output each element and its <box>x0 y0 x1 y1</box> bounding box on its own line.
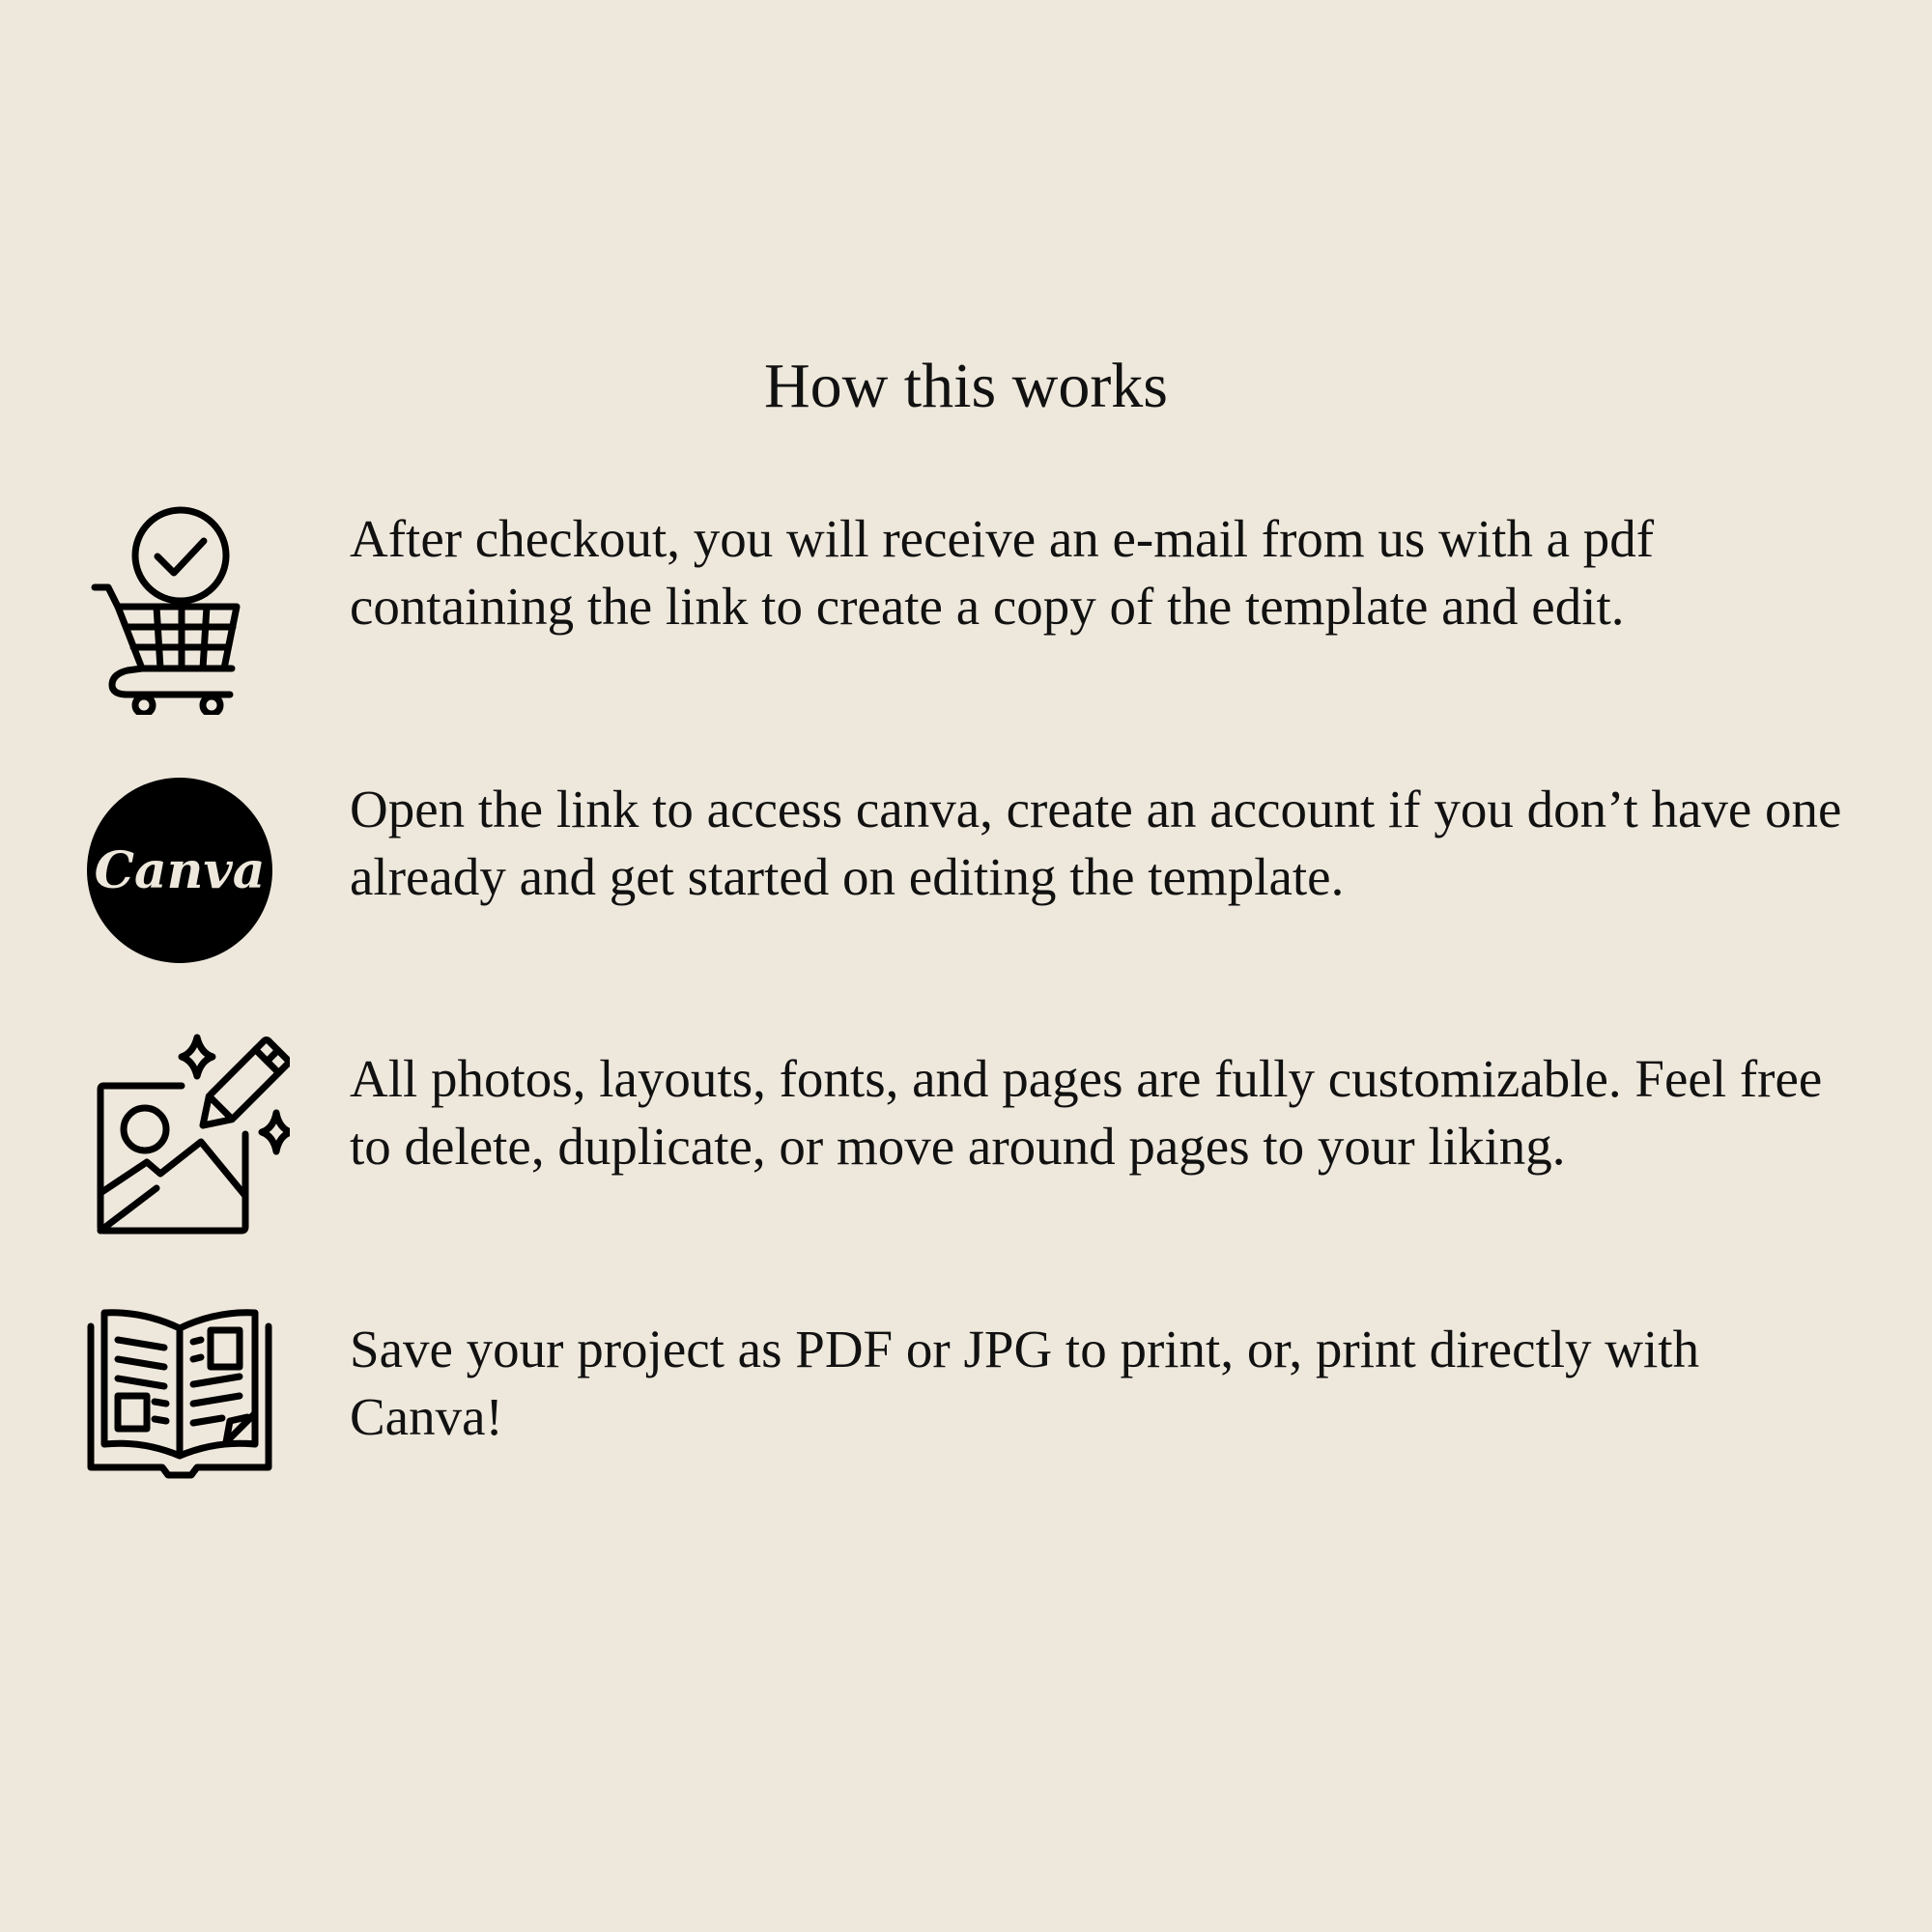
step-1-text: After checkout, you will receive an e-mail from us with a pdf containing the link to create a copy of the template and edit. <box>350 509 1655 636</box>
page-title: How this works <box>763 351 1168 421</box>
step-4-text: Save your project as PDF or JPG to print, or, print directly with Canva! <box>350 1320 1700 1446</box>
shopping-cart-check-icon <box>77 502 290 715</box>
canva-logo-text: Canva <box>94 841 266 900</box>
step-2-text: Open the link to access canva, create an account if you don’t have one already and get started on editing the template. <box>350 780 1842 906</box>
open-magazine-icon <box>77 1299 290 1512</box>
photo-edit-icon <box>77 1024 290 1236</box>
canva-logo-icon <box>77 768 290 980</box>
step-3-text: All photos, layouts, fonts, and pages are fully customizable. Feel free to delete, duplicate, or move around pages to your liking. <box>350 1049 1823 1176</box>
